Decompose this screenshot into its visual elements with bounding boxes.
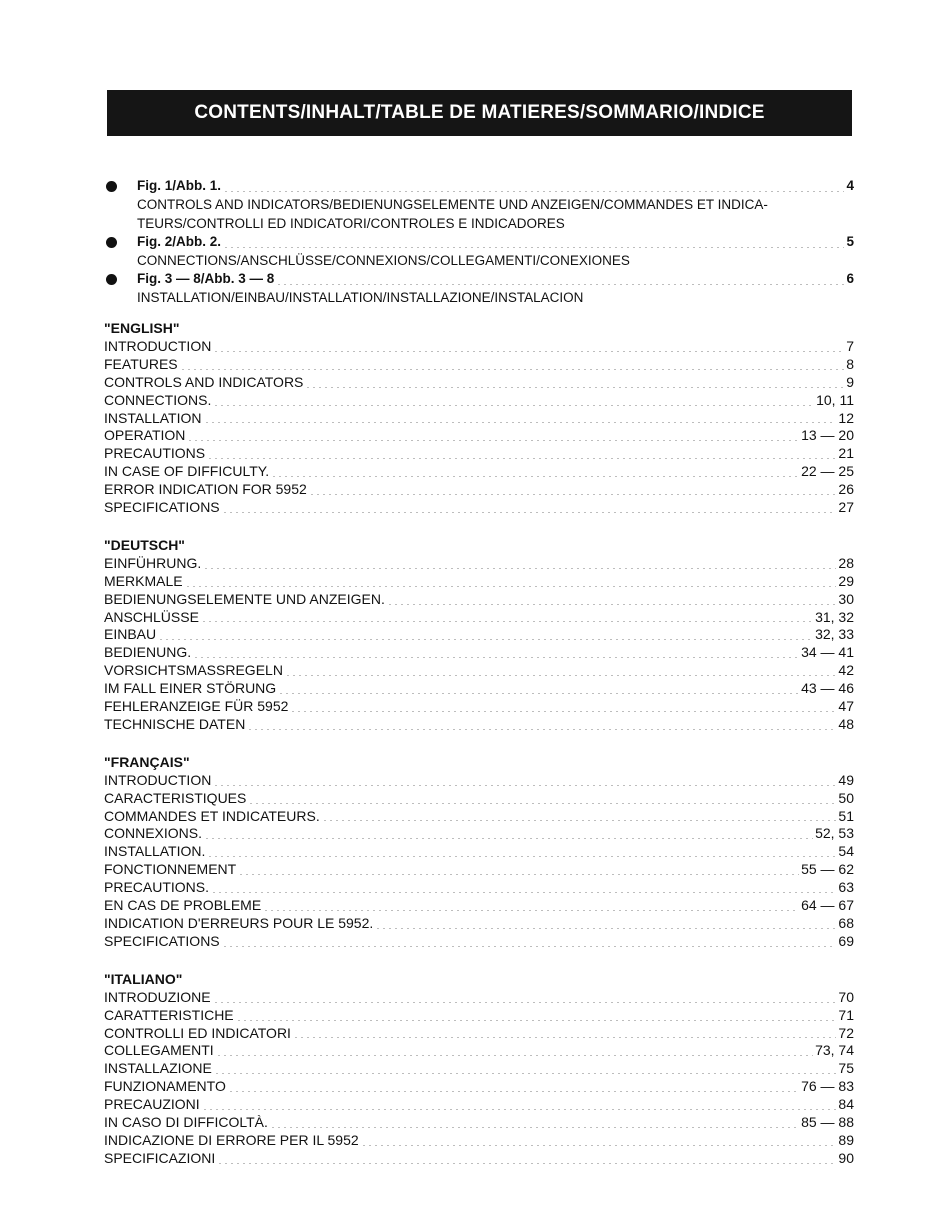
entry-label: INSTALLATION xyxy=(104,409,202,426)
entry-label: FUNZIONAMENTO xyxy=(104,1078,226,1095)
dot-leader xyxy=(180,369,845,370)
dot-leader xyxy=(213,1002,837,1003)
toc-entry xyxy=(104,555,854,573)
entry-page: 29 xyxy=(838,572,854,589)
dot-leader xyxy=(204,422,837,423)
entry-label: EN CAS DE PROBLEME xyxy=(104,897,262,914)
entry-page: 73, 74 xyxy=(815,1042,854,1059)
dot-leader xyxy=(213,785,836,786)
section-title: "DEUTSCH" xyxy=(104,536,185,553)
entry-label: EINFÜHRUNG. xyxy=(104,554,202,571)
bullet-icon xyxy=(106,237,117,248)
entry-page: 48 xyxy=(838,715,854,732)
dot-leader xyxy=(271,476,799,477)
figure-line xyxy=(137,234,854,252)
entry-page: 84 xyxy=(838,1096,854,1113)
entry-page: 22 — 25 xyxy=(801,463,854,480)
dot-leader xyxy=(187,440,799,441)
toc-entry xyxy=(104,374,854,392)
entry-page: 68 xyxy=(838,914,854,931)
figure-description: CONTROLS AND INDICATORS/BEDIENUNGSELEMENTE UND ANZEIGEN/COMMANDES ET INDICA- xyxy=(137,197,768,212)
toc-entry xyxy=(104,410,854,428)
entry-label: INTRODUCTION xyxy=(104,771,212,788)
entry-label: COMMANDES ET INDICATEURS. xyxy=(104,807,320,824)
toc-section xyxy=(104,752,854,951)
section-title: "ITALIANO" xyxy=(104,970,183,987)
dot-leader xyxy=(293,1037,836,1038)
entry-page: 90 xyxy=(838,1149,854,1166)
entry-label: CONNEXIONS. xyxy=(104,825,203,842)
figure-label: Fig. 3 — 8/Abb. 3 — 8 xyxy=(137,271,275,286)
dot-leader xyxy=(203,568,836,569)
entry-label: EINBAU xyxy=(104,626,157,643)
entry-page: 85 — 88 xyxy=(801,1113,854,1130)
entry-label: COLLEGAMENTI xyxy=(104,1042,214,1059)
toc-entry xyxy=(104,698,854,716)
toc-entry xyxy=(104,716,854,734)
toc-section xyxy=(104,535,854,734)
entry-label: SPECIFICAZIONI xyxy=(104,1149,216,1166)
entry-page: 64 — 67 xyxy=(801,897,854,914)
dot-leader xyxy=(236,1020,837,1021)
entry-page: 31, 32 xyxy=(815,608,854,625)
contents-header xyxy=(107,90,852,136)
entry-label: IN CASE OF DIFFICULTY. xyxy=(104,463,270,480)
figure-line xyxy=(137,178,854,196)
dot-leader xyxy=(214,1073,837,1074)
dot-leader xyxy=(305,387,844,388)
dot-leader xyxy=(202,1109,837,1110)
entry-page: 10, 11 xyxy=(816,391,854,408)
entry-page: 51 xyxy=(838,807,854,824)
entry-page: 8 xyxy=(846,355,854,372)
toc-entry xyxy=(104,1060,854,1078)
dot-leader xyxy=(207,856,836,857)
toc-section xyxy=(104,318,854,517)
dot-leader xyxy=(238,874,799,875)
entry-label: CONTROLLI ED INDICATORI xyxy=(104,1024,291,1041)
entry-label: ANSCHLÜSSE xyxy=(104,608,199,625)
figure-page: 5 xyxy=(846,234,854,249)
figure-description: TEURS/CONTROLLI ED INDICATORI/CONTROLES E INDICADORES xyxy=(137,216,565,231)
toc-entry xyxy=(104,897,854,915)
toc-entry xyxy=(104,626,854,644)
toc-entry xyxy=(104,1150,854,1168)
entry-page: 27 xyxy=(838,499,854,516)
dot-leader xyxy=(290,711,836,712)
entry-page: 54 xyxy=(838,843,854,860)
dot-leader xyxy=(322,820,837,821)
entry-page: 69 xyxy=(838,932,854,949)
dot-leader xyxy=(270,1127,799,1128)
figure-description: CONNECTIONS/ANSCHLÜSSE/CONNEXIONS/COLLEGAMENTI/CONEXIONES xyxy=(137,253,630,268)
entry-page: 89 xyxy=(838,1131,854,1148)
entry-page: 42 xyxy=(838,662,854,679)
entry-page: 71 xyxy=(838,1006,854,1023)
entry-page: 21 xyxy=(838,445,854,462)
toc-sections xyxy=(104,318,854,1186)
entry-label: SPECIFICATIONS xyxy=(104,499,220,516)
dot-leader xyxy=(278,693,799,694)
entry-page: 75 xyxy=(838,1060,854,1077)
toc-entry xyxy=(104,1078,854,1096)
entry-label: FEHLERANZEIGE FÜR 5952 xyxy=(104,698,289,715)
toc-entry xyxy=(104,1114,854,1132)
entry-page: 12 xyxy=(838,409,854,426)
toc-entry xyxy=(104,879,854,897)
section-title: "FRANÇAIS" xyxy=(104,753,190,770)
entry-page: 13 — 20 xyxy=(801,427,854,444)
entry-page: 50 xyxy=(838,789,854,806)
toc-entry xyxy=(104,1042,854,1060)
figure-page: 4 xyxy=(846,178,854,193)
dot-leader xyxy=(213,351,844,352)
entry-label: INSTALLATION. xyxy=(104,843,206,860)
toc-entry xyxy=(104,808,854,826)
entry-label: PRECAUTIONS xyxy=(104,445,206,462)
toc-entry xyxy=(104,989,854,1007)
dot-leader xyxy=(211,892,836,893)
entry-page: 49 xyxy=(838,771,854,788)
entry-label: ERROR INDICATION FOR 5952 xyxy=(104,481,307,498)
entry-page: 70 xyxy=(838,988,854,1005)
figure-entry xyxy=(104,271,854,306)
entry-label: IN CASO DI DIFFICOLTÀ. xyxy=(104,1113,268,1130)
entry-label: INTRODUCTION xyxy=(104,338,212,354)
entry-page: 52, 53 xyxy=(815,825,854,842)
figure-entry xyxy=(104,234,854,269)
entry-label: FEATURES xyxy=(104,355,178,372)
entry-page: 9 xyxy=(846,373,854,390)
toc-entry xyxy=(104,790,854,808)
toc-entry xyxy=(104,933,854,951)
entry-label: FONCTIONNEMENT xyxy=(104,861,237,878)
dot-leader xyxy=(248,803,836,804)
entry-label: IM FALL EINER STÖRUNG xyxy=(104,680,277,697)
dot-leader xyxy=(309,494,837,495)
section-title: "ENGLISH" xyxy=(104,320,180,336)
entry-page: 47 xyxy=(838,698,854,715)
toc-section xyxy=(104,969,854,1168)
entry-page: 63 xyxy=(838,879,854,896)
entry-page: 55 — 62 xyxy=(801,861,854,878)
dot-leader xyxy=(361,1145,837,1146)
dot-leader xyxy=(207,458,836,459)
toc-entry xyxy=(104,356,854,374)
toc-entry xyxy=(104,573,854,591)
dot-leader xyxy=(213,405,814,406)
toc-entry xyxy=(104,609,854,627)
entry-label: VORSICHTSMASSREGELN xyxy=(104,662,283,679)
toc-entry xyxy=(104,825,854,843)
entry-label: BEDIENUNG. xyxy=(104,644,192,661)
toc-entry xyxy=(104,1132,854,1150)
dot-leader xyxy=(247,729,836,730)
toc-entry xyxy=(104,1007,854,1025)
toc-entry xyxy=(104,1096,854,1114)
toc-entry xyxy=(104,338,854,356)
dot-leader xyxy=(276,284,844,285)
entry-label: CARATTERISTICHE xyxy=(104,1006,234,1023)
toc-entry xyxy=(104,392,854,410)
entry-label: TECHNISCHE DATEN xyxy=(104,715,246,732)
dot-leader xyxy=(387,604,837,605)
bullet-icon xyxy=(106,274,117,285)
figure-line xyxy=(137,271,854,289)
toc-entry xyxy=(104,481,854,499)
dot-leader xyxy=(285,675,836,676)
toc-entry xyxy=(104,915,854,933)
entry-page: 72 xyxy=(838,1024,854,1041)
dot-leader xyxy=(204,838,813,839)
dot-leader xyxy=(158,639,813,640)
entry-label: BEDIENUNGSELEMENTE UND ANZEIGEN. xyxy=(104,590,385,607)
dot-leader xyxy=(193,657,799,658)
figure-entry xyxy=(104,178,854,232)
entry-page: 43 — 46 xyxy=(801,680,854,697)
entry-label: INSTALLAZIONE xyxy=(104,1060,212,1077)
toc-entry xyxy=(104,463,854,481)
dot-leader xyxy=(223,247,844,248)
entry-label: OPERATION xyxy=(104,427,186,444)
entry-label: MERKMALE xyxy=(104,572,183,589)
bullet-icon xyxy=(106,181,117,192)
entry-label: CONTROLS AND INDICATORS xyxy=(104,373,304,390)
toc-entry xyxy=(104,843,854,861)
dot-leader xyxy=(263,910,799,911)
entry-label: INDICAZIONE DI ERRORE PER IL 5952 xyxy=(104,1131,359,1148)
entry-page: 7 xyxy=(846,338,854,354)
entry-page: 28 xyxy=(838,554,854,571)
entry-page: 26 xyxy=(838,481,854,498)
entry-label: CARACTERISTIQUES xyxy=(104,789,247,806)
toc-entry xyxy=(104,427,854,445)
figure-label: Fig. 1/Abb. 1. xyxy=(137,178,222,193)
toc-entry xyxy=(104,861,854,879)
toc-entry xyxy=(104,680,854,698)
entry-page: 30 xyxy=(838,590,854,607)
dot-leader xyxy=(217,1163,836,1164)
figure-page: 6 xyxy=(846,271,854,286)
figure-label: Fig. 2/Abb. 2. xyxy=(137,234,222,249)
dot-leader xyxy=(222,946,837,947)
dot-leader xyxy=(185,586,837,587)
toc-entry xyxy=(104,644,854,662)
entry-label: INTRODUZIONE xyxy=(104,988,211,1005)
entry-page: 32, 33 xyxy=(815,626,854,643)
dot-leader xyxy=(222,512,837,513)
toc-entry xyxy=(104,662,854,680)
entry-label: PRECAUTIONS. xyxy=(104,879,210,896)
entry-page: 34 — 41 xyxy=(801,644,854,661)
toc-entry xyxy=(104,591,854,609)
toc-entry xyxy=(104,772,854,790)
figure-list xyxy=(104,178,854,308)
dot-leader xyxy=(228,1091,799,1092)
dot-leader xyxy=(216,1055,813,1056)
dot-leader xyxy=(201,621,813,622)
contents-title: CONTENTS/INHALT/TABLE DE MATIERES/SOMMARIO/INDICE xyxy=(194,102,765,123)
dot-leader xyxy=(223,191,844,192)
toc-entry xyxy=(104,499,854,517)
figure-description: INSTALLATION/EINBAU/INSTALLATION/INSTALLAZIONE/INSTALACION xyxy=(137,290,584,305)
entry-label: SPECIFICATIONS xyxy=(104,932,220,949)
entry-page: 76 — 83 xyxy=(801,1078,854,1095)
entry-label: CONNECTIONS. xyxy=(104,391,212,408)
toc-entry xyxy=(104,1025,854,1043)
dot-leader xyxy=(375,928,836,929)
entry-label: INDICATION D'ERREURS POUR LE 5952. xyxy=(104,914,374,931)
toc-entry xyxy=(104,445,854,463)
entry-label: PRECAUZIONI xyxy=(104,1096,200,1113)
